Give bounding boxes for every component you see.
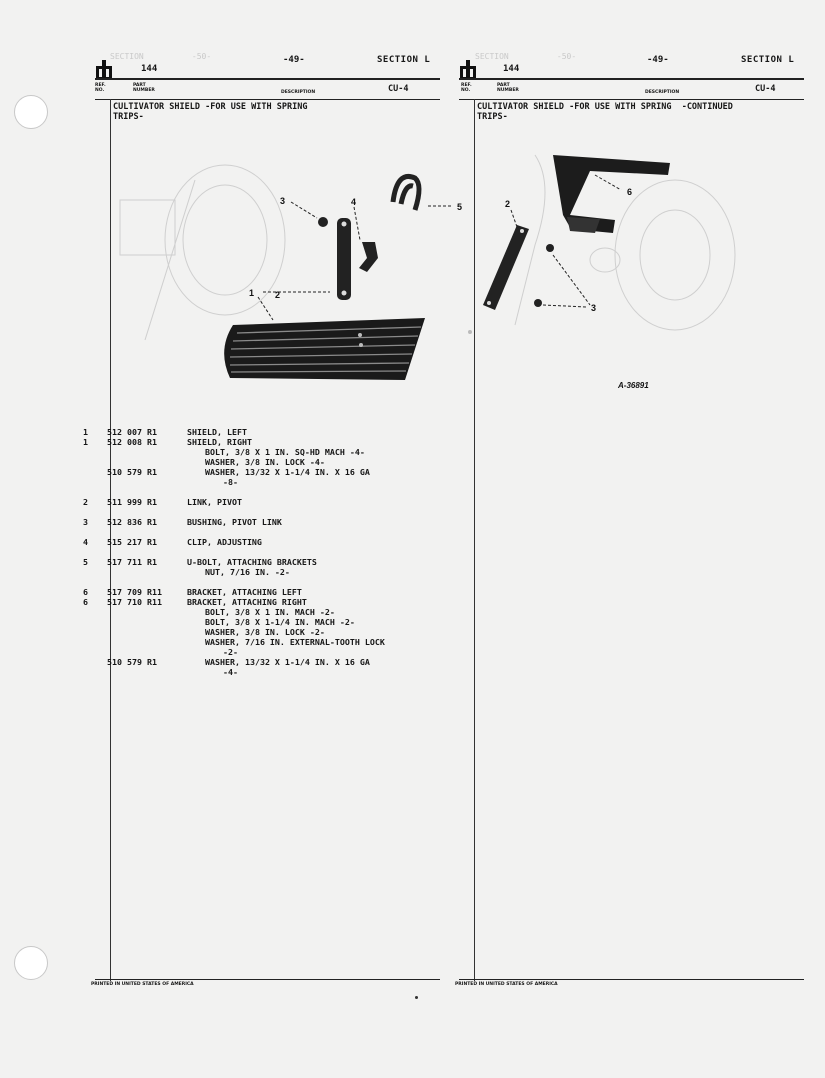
page-code: CU-4 [388,84,409,94]
header-rule-lower [459,99,804,100]
scan-speck [415,996,418,999]
part-number: 517 709 R11 [107,587,162,597]
callout-1: 1 [249,288,255,298]
parts-row [95,527,455,537]
part-description: SHIELD, RIGHT [187,437,252,447]
part-description: -2- [223,647,238,657]
callout-4: 4 [351,197,357,207]
page-number: -49- [647,55,669,65]
parts-row [95,507,455,517]
bleed-through: SECTION -50- [110,52,212,61]
punch-hole-top [14,95,48,129]
parts-row [95,547,455,557]
part-description: WASHER, 13/32 X 1-1/4 IN. X 16 GA [205,467,370,477]
bleed-through: SECTION -50- [475,52,577,61]
parts-row [95,647,455,657]
part-number: 512 836 R1 [107,517,157,527]
ref-number: 1 [83,427,88,437]
part-number: 517 711 R1 [107,557,157,567]
parts-row [83,557,455,567]
part-description: CLIP, ADJUSTING [187,537,262,547]
ref-number: 6 [83,597,88,607]
parts-row [83,587,455,597]
ih-logo-icon [95,60,113,80]
footer-rule [95,979,440,980]
section-title-line1: CULTIVATOR SHIELD -FOR USE WITH SPRING -CONTINUED [477,102,733,112]
parts-row [83,427,455,437]
adjusting-clip-part [359,242,378,272]
header-rule [459,78,804,80]
ref-number: 1 [83,437,88,447]
section-title-line2: TRIPS- [113,112,144,122]
callout-5: 5 [457,202,463,212]
model-number: 144 [503,64,520,74]
callout-6: 6 [627,187,633,197]
printed-in-usa: PRINTED IN UNITED STATES OF AMERICA [455,982,558,987]
page-code: CU-4 [755,84,776,94]
callout-3: 3 [591,303,597,313]
col-ref-header: REF. NO. [461,83,472,93]
figure-id: A-36891 [618,381,649,390]
parts-list [83,427,455,677]
page-number: -49- [283,55,305,65]
parts-row [95,577,455,587]
parts-row [95,487,455,497]
bushing-part [546,244,554,252]
part-number: 515 217 R1 [107,537,157,547]
part-number: 510 579 R1 [107,657,157,667]
u-bolt-part [393,176,419,210]
part-description: LINK, PIVOT [187,497,242,507]
part-description: WASHER, 3/8 IN. LOCK -2- [205,627,325,637]
callout-2: 2 [505,199,511,209]
section-title-line1: CULTIVATOR SHIELD -FOR USE WITH SPRING [113,102,308,112]
callout-2: 2 [275,290,281,300]
pivot-link-part [337,218,351,300]
background-disc [120,165,285,340]
callout-3: 3 [280,196,286,206]
left-exploded-diagram [105,140,465,400]
parts-row [95,607,455,617]
parts-row [83,537,455,547]
parts-row [83,597,455,607]
part-description: WASHER, 7/16 IN. EXTERNAL-TOOTH LOCK [205,637,385,647]
part-description: BRACKET, ATTACHING LEFT [187,587,302,597]
part-description: -4- [223,667,238,677]
part-description: -8- [223,477,238,487]
parts-row [95,477,455,487]
footer-rule [459,979,804,980]
parts-row [95,617,455,627]
header-rule-lower [95,99,440,100]
punch-hole-bottom [14,946,48,980]
parts-row [95,457,455,467]
shield-part [224,318,472,380]
parts-row [83,517,455,527]
part-description: WASHER, 3/8 IN. LOCK -4- [205,457,325,467]
parts-row [95,567,455,577]
ih-logo-icon [459,60,477,80]
ref-number: 5 [83,557,88,567]
printed-in-usa: PRINTED IN UNITED STATES OF AMERICA [91,982,194,987]
ref-number: 3 [83,517,88,527]
part-description: BUSHING, PIVOT LINK [187,517,282,527]
parts-row [95,447,455,457]
bushing-part [318,217,328,227]
bushing-part [534,299,542,307]
parts-row [83,437,455,447]
part-description: U-BOLT, ATTACHING BRACKETS [187,557,317,567]
parts-row [83,497,455,507]
parts-row [95,667,455,677]
parts-row [95,467,455,477]
parts-row [95,627,455,637]
parts-row [95,637,455,647]
part-description: SHIELD, LEFT [187,427,247,437]
part-number: 510 579 R1 [107,467,157,477]
part-number: 512 007 R1 [107,427,157,437]
parts-row [95,657,455,667]
part-description: BOLT, 3/8 X 1-1/4 IN. MACH -2- [205,617,355,627]
right-exploded-diagram [475,145,775,395]
part-number: 511 999 R1 [107,497,157,507]
part-description: NUT, 7/16 IN. -2- [205,567,290,577]
background-disc [515,155,735,330]
section-title-line2: TRIPS- [477,112,508,122]
ref-number: 2 [83,497,88,507]
col-desc-header: DESCRIPTION [645,90,680,95]
part-description: BRACKET, ATTACHING RIGHT [187,597,307,607]
part-number: 517 710 R11 [107,597,162,607]
part-number: 512 008 R1 [107,437,157,447]
col-ref-header: REF. NO. [95,83,106,93]
header-rule [95,78,440,80]
col-part-header: PART NUMBER [497,83,519,93]
ref-number: 6 [83,587,88,597]
section-label: SECTION L [377,55,431,65]
ref-number: 4 [83,537,88,547]
section-label: SECTION L [741,55,795,65]
col-part-header: PART NUMBER [133,83,155,93]
part-description: WASHER, 13/32 X 1-1/4 IN. X 16 GA [205,657,370,667]
model-number: 144 [141,64,158,74]
part-description: BOLT, 3/8 X 1 IN. SQ-HD MACH -4- [205,447,365,457]
part-description: BOLT, 3/8 X 1 IN. MACH -2- [205,607,335,617]
col-desc-header: DESCRIPTION [281,90,316,95]
